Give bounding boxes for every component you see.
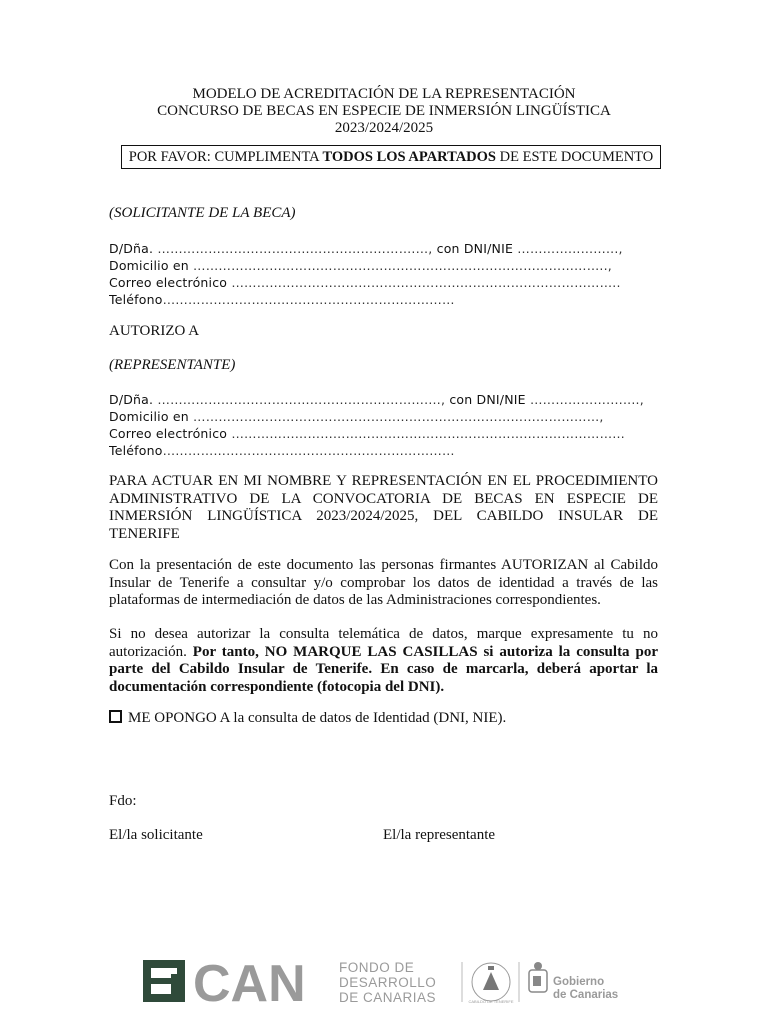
telefono-label: Teléfono: [109, 443, 163, 458]
correo-dots: …………………………………………………………………………………: [231, 426, 626, 441]
telefono-dots: ……………………………………………………………: [162, 443, 455, 458]
can-logo-text: CAN: [193, 958, 306, 1004]
consulta-paragraph: [109, 626, 658, 696]
can-emblem-icon: [143, 960, 185, 1002]
correo-label: Correo electrónico: [109, 275, 232, 290]
correo-label: Correo electrónico: [109, 426, 232, 441]
solicitante-name-field[interactable]: [109, 240, 657, 257]
document-title-line-2: CONCURSO DE BECAS EN ESPECIE DE INMERSIÓN LINGÜÍSTICA: [157, 103, 611, 119]
autorizo-text: AUTORIZO A: [109, 323, 200, 339]
dni-label: con DNI/NIE: [436, 241, 518, 256]
domicilio-dots: ……………………………………………………………………………………,: [193, 409, 604, 424]
fdo-label: Fdo:: [109, 793, 137, 809]
fondo-line2: DESARROLLO: [339, 975, 437, 990]
solicitante-signature-label: El/la solicitante: [109, 827, 203, 843]
solicitante-correo-field[interactable]: [109, 274, 657, 291]
notice-box: [121, 145, 661, 169]
presentacion-paragraph: Con la presentación de este documento las personas firmantes AUTORIZAN al Cabildo Insular de Tenerife a consultar y/o comprobar los datos de identidad a través de las plataformas de intermediación de datos de las Administraciones correspondientes.: [109, 557, 658, 608]
gobierno-crest-icon: [529, 962, 547, 992]
domicilio-dots: ……………………………………………………………………………………..,: [193, 258, 612, 273]
solicitante-domicilio-field[interactable]: [109, 257, 657, 274]
representante-signature-label: El/la representante: [383, 827, 496, 843]
representante-name-field[interactable]: [109, 391, 657, 408]
name-dots: …………………………………………………….…,: [157, 241, 437, 256]
consulta-bold-text: Por tanto, NO MARQUE LAS CASILLAS si autoriza la consulta por parte del Cabildo Insular de Tenerife. En caso de marcarla, deberá aportar la documentación correspondiente (fotocopia del DNI).: [109, 643, 658, 695]
dni-dots: …………...……...,: [517, 241, 623, 256]
para-actuar-paragraph: PARA ACTUAR EN MI NOMBRE Y REPRESENTACIÓN EN EL PROCEDIMIENTO ADMINISTRATIVO DE LA CONVOCATORIA DE BECAS EN ESPECIE DE INMERSIÓN LINGÜÍSTICA 2023/2024/2025, DEL CABILDO INSULAR DE TENERIFE: [109, 473, 658, 542]
document-title-line-1: MODELO DE ACREDITACIÓN DE LA REPRESENTACIÓN: [192, 86, 576, 102]
dni-label: con DNI/NIE: [449, 392, 530, 407]
document-title-line-3: 2023/2024/2025: [334, 120, 434, 136]
cabildo-seal-icon: [468, 963, 513, 1004]
gobierno-line2: de Canarias: [553, 989, 619, 1001]
fondo-line3: DE CANARIAS: [339, 990, 437, 1004]
solicitante-telefono-field[interactable]: [109, 291, 657, 308]
footer-logos: [143, 958, 623, 1004]
solicitante-section-label: (SOLICITANTE DE LA BECA): [109, 205, 296, 221]
domicilio-label: Domicilio en: [109, 409, 194, 424]
domicilio-label: Domicilio en: [109, 258, 194, 273]
gobierno-line1: Gobierno: [553, 976, 605, 988]
representante-correo-field[interactable]: [109, 425, 657, 442]
telefono-dots: ……………………………………………………………: [162, 292, 455, 307]
cabildo-seal-text: CABILDO DE TENERIFE: [468, 999, 514, 1004]
representante-telefono-field[interactable]: [109, 442, 657, 459]
name-dots: ……………………………………………………….…,: [157, 392, 450, 407]
footer-logo-svg: [143, 958, 623, 1004]
representante-section-label: (REPRESENTANTE): [109, 357, 236, 373]
name-label: D/Dña.: [109, 241, 158, 256]
consulta-plain-text: Si no desea autorizar la consulta telemática de datos, marque expresamente tu no autorización.: [109, 626, 658, 660]
opongo-row: [109, 710, 506, 727]
correo-dots: ………………………………………………………………………………..: [231, 275, 621, 290]
fondo-line1: FONDO DE: [339, 960, 415, 975]
notice-bold: TODOS LOS APARTADOS: [322, 149, 497, 165]
name-label: D/Dña.: [109, 392, 158, 407]
telefono-label: Teléfono: [109, 292, 163, 307]
representante-domicilio-field[interactable]: [109, 408, 657, 425]
dni-dots: ……………….…....,: [529, 392, 644, 407]
notice-suffix: DE ESTE DOCUMENTO: [496, 149, 654, 165]
notice-prefix: POR FAVOR: CUMPLIMENTA: [128, 149, 323, 165]
opongo-text: ME OPONGO A la consulta de datos de Identidad (DNI, NIE).: [128, 710, 507, 726]
opongo-checkbox[interactable]: [109, 710, 122, 723]
